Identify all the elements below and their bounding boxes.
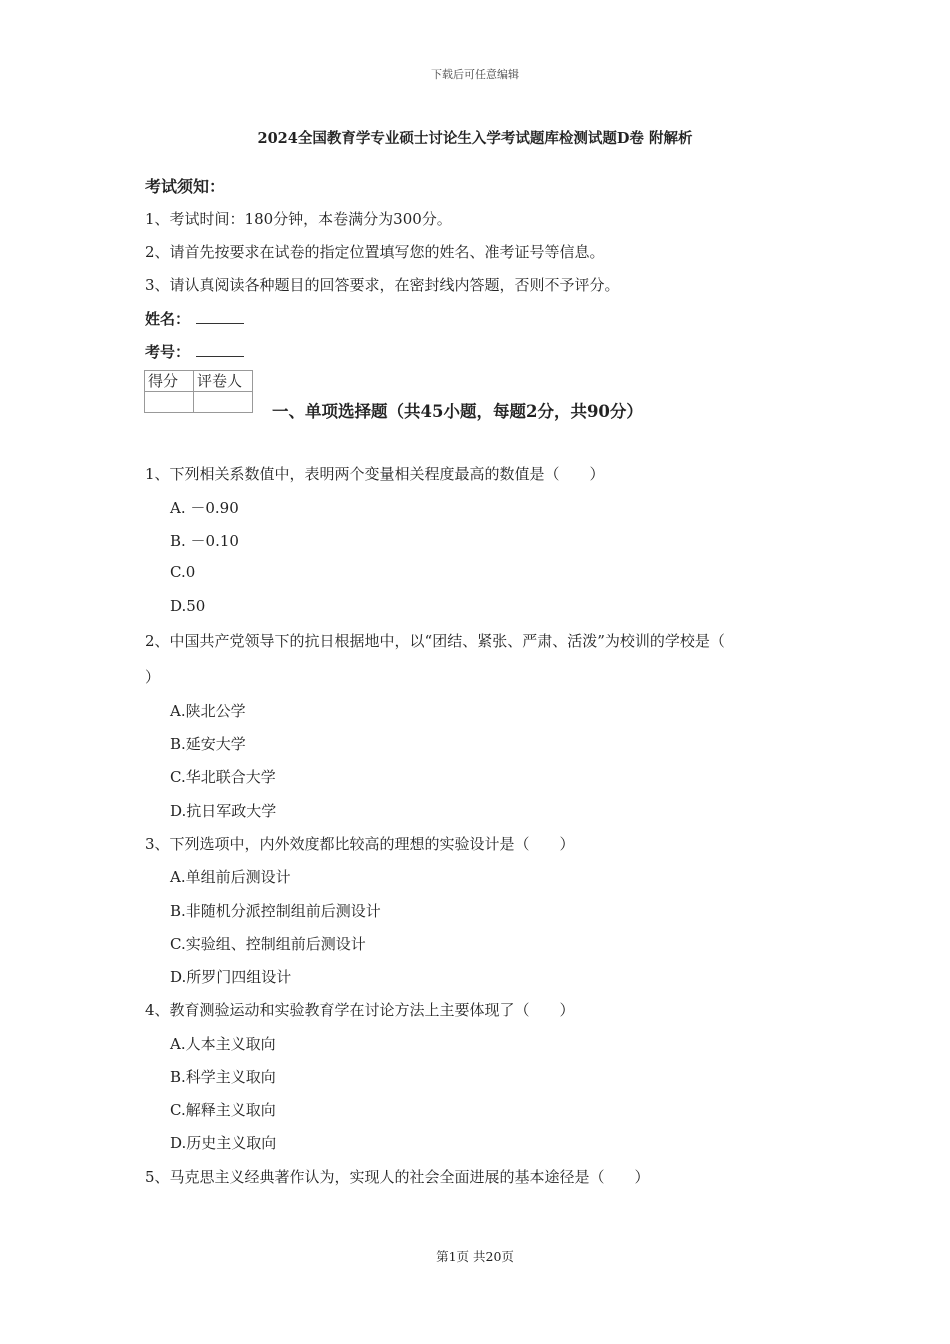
name-label: 姓名： [145,310,191,328]
question-stem: 1、下列相关系数值中，表明两个变量相关程度最高的数值是（ ） [145,465,605,483]
question-stem-continued: ） [145,668,161,686]
score-header: 得分 [145,371,194,392]
option: D.历史主义取向 [170,1134,277,1152]
notice-heading: 考试须知： [145,177,226,196]
notice-item: 2、请首先按要求在试卷的指定位置填写您的姓名、准考证号等信息。 [145,243,605,261]
option: C.实验组、控制组前后测设计 [170,935,366,953]
option: D.抗日军政大学 [170,802,277,820]
score-cell[interactable] [145,392,194,413]
id-blank[interactable] [196,342,244,357]
id-field[interactable] [145,341,244,362]
option: C.华北联合大学 [170,768,276,786]
option: C.0 [170,563,196,581]
question-stem: 2、中国共产党领导下的抗日根据地中，以“团结、紧张、严肃、活泼”为校训的学校是（ [145,632,725,650]
option: C.解释主义取向 [170,1101,276,1119]
option: A.人本主义取向 [170,1035,276,1053]
grader-header: 评卷人 [194,371,253,392]
page-footer: 第1页 共20页 [436,1249,514,1264]
option: D.50 [170,597,206,615]
option: D.所罗门四组设计 [170,968,292,986]
option: B.科学主义取向 [170,1068,276,1086]
id-label: 考号： [145,343,191,361]
document-title: 2024全国教育学专业硕士讨论生入学考试题库检测试题D卷 附解析 [257,130,693,147]
notice-item: 3、请认真阅读各种题目的回答要求，在密封线内答题，否则不予评分。 [145,276,620,294]
name-blank[interactable] [196,309,244,324]
option: B.非随机分派控制组前后测设计 [170,902,381,920]
grader-cell[interactable] [194,392,253,413]
option: A.陕北公学 [170,702,246,720]
notice-item: 1、考试时间：180分钟，本卷满分为300分。 [145,210,452,228]
option: B.延安大学 [170,735,246,753]
header-note: 下载后可任意编辑 [431,68,519,81]
question-stem: 4、教育测验运动和实验教育学在讨论方法上主要体现了（ ） [145,1001,575,1019]
option: A. －0.90 [170,499,239,517]
question-stem: 3、下列选项中，内外效度都比较高的理想的实验设计是（ ） [145,835,575,853]
name-field[interactable] [145,308,244,329]
question-stem: 5、马克思主义经典著作认为，实现人的社会全面进展的基本途径是（ ） [145,1168,650,1186]
option: B. －0.10 [170,532,239,550]
score-table [144,370,253,413]
section-title: 一、单项选择题（共45小题，每题2分，共90分） [272,402,643,421]
option: A.单组前后测设计 [170,868,291,886]
